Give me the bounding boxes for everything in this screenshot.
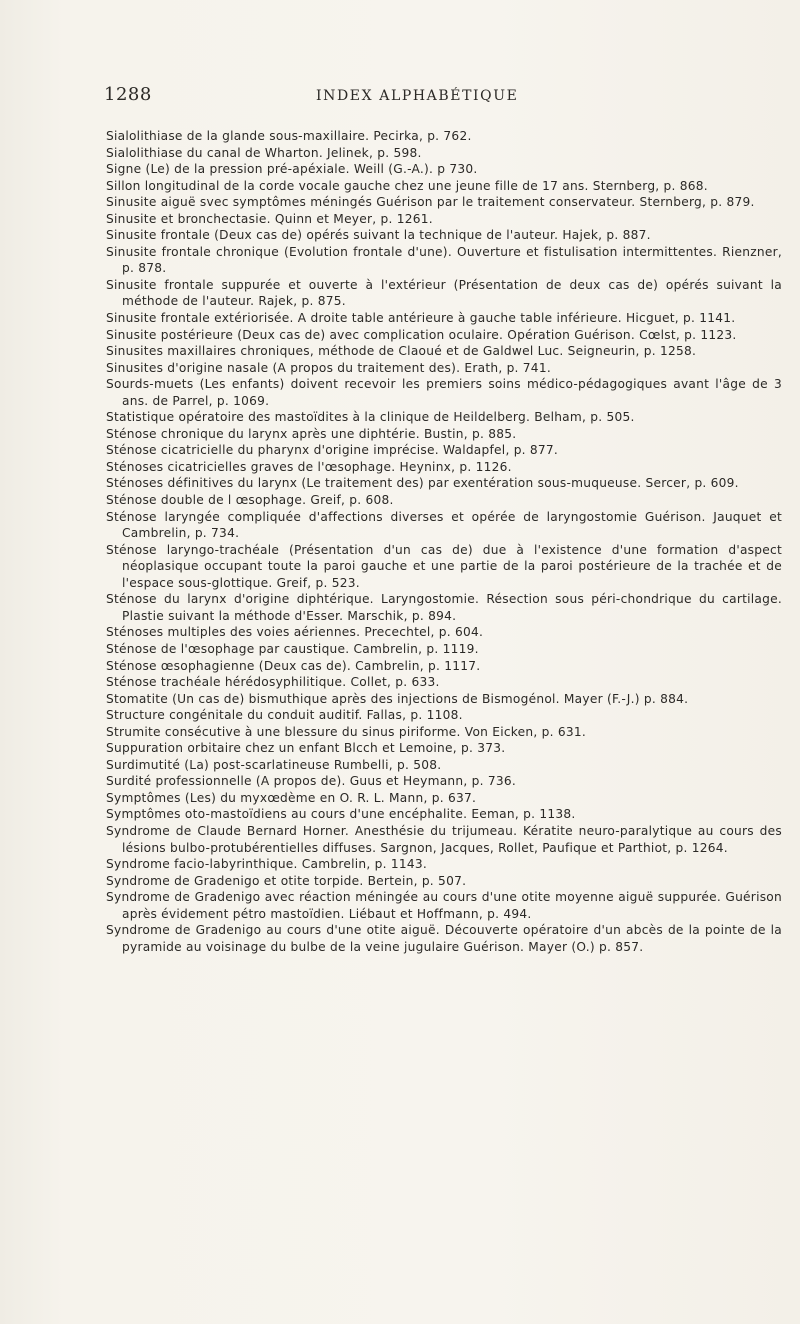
index-entry: Sinusite et bronchectasie. Quinn et Meyer, p. 1261. — [106, 211, 433, 226]
index-entry: Symptômes oto-mastoïdiens au cours d'une encéphalite. Eeman, p. 1138. — [106, 807, 576, 822]
index-entry: Syndrome de Gradenigo au cours d'une otite aiguë. Découverte opératoire d'un abcès de la pointe de la pyramide au voisinage du bulbe de la veine jugulaire Guérison. Mayer (O.) p. 857. — [106, 923, 782, 954]
index-entry: Sténose chronique du larynx après une diphtérie. Bustin, p. 885. — [106, 426, 517, 441]
index-entry: Sténose double de l œsophage. Greif, p. 608. — [106, 493, 394, 508]
index-entry: Sinusite aiguë svec symptômes méningés Guérison par le traitement conservateur. Sternberg, p. 879. — [106, 195, 755, 210]
index-entry: Sténoses cicatricielles graves de l'œsophage. Heyninx, p. 1126. — [106, 459, 512, 474]
index-entry: Syndrome de Gradenigo avec réaction méningée au cours d'une otite moyenne aiguë suppurée. Guérison après évidement pétro mastoïdien. Liébaut et Hoffmann, p. 494. — [106, 890, 782, 921]
index-entry: Sinusite frontale extériorisée. A droite table antérieure à gauche table inférieure. Hicguet, p. 1141. — [106, 311, 736, 326]
index-entry: Sinusite frontale (Deux cas de) opérés suivant la technique de l'auteur. Hajek, p. 887. — [106, 228, 651, 243]
index-entry: Sténoses définitives du larynx (Le traitement des) par exentération sous-muqueuse. Sercer, p. 609. — [106, 476, 739, 491]
index-entry: Sinusite frontale chronique (Evolution frontale d'une). Ouverture et fistulisation intermittentes. Rienzner, p. 878. — [106, 244, 782, 276]
index-entry: Sténose de l'œsophage par caustique. Cambrelin, p. 1119. — [106, 641, 479, 656]
index-entry: Sténose trachéale hérédosyphilitique. Collet, p. 633. — [106, 675, 440, 690]
index-entry: Stomatite (Un cas de) bismuthique après des injections de Bismogénol. Mayer (F.-J.) p. 884. — [106, 691, 689, 706]
index-entry: Structure congénitale du conduit auditif. Fallas, p. 1108. — [106, 708, 463, 723]
index-entry: Syndrome de Claude Bernard Horner. Anesthésie du trijumeau. Kératite neuro-paralytique au cours des lésions bulbo-protubérentielles diffuses. Sargnon, Jacques, Rollet, Paufique et Parthiot, p. 1264. — [106, 823, 782, 855]
index-entry: Sialolithiase du canal de Wharton. Jelinek, p. 598. — [106, 145, 422, 160]
index-entry: Symptômes (Les) du myxœdème en O. R. L. Mann, p. 637. — [106, 790, 477, 805]
index-entry: Statistique opératoire des mastoïdites à la clinique de Heildelberg. Belham, p. 505. — [106, 410, 635, 425]
index-entry: Sinusite frontale suppurée et ouverte à l'extérieur (Présentation de deux cas de) opérés suivant la méthode de l'auteur. Rajek, p. 875. — [106, 277, 782, 309]
index-entry: Sillon longitudinal de la corde vocale gauche chez une jeune fille de 17 ans. Sternberg, p. 868. — [106, 178, 708, 193]
running-title: INDEX ALPHABÉTIQUE — [316, 88, 519, 104]
index-entry: Sténose œsophagienne (Deux cas de). Cambrelin, p. 1117. — [106, 658, 481, 673]
index-entry: Suppuration orbitaire chez un enfant Blcch et Lemoine, p. 373. — [106, 741, 506, 756]
index-entry: Surdimutité (La) post-scarlatineuse Rumbelli, p. 508. — [106, 757, 442, 772]
index-entry: Syndrome facio-labyrinthique. Cambrelin, p. 1143. — [106, 857, 427, 872]
index-entry: Sinusites d'origine nasale (A propos du traitement des). Erath, p. 741. — [106, 360, 551, 375]
index-entry: Sténose du larynx d'origine diphtérique. Laryngostomie. Résection sous péri-chondrique du cartilage. Plastie suivant la méthode d'Esser. Marschik, p. 894. — [106, 592, 782, 623]
index-entry: Syndrome de Gradenigo et otite torpide. Bertein, p. 507. — [106, 873, 467, 888]
index-entry: Sinusite postérieure (Deux cas de) avec complication oculaire. Opération Guérison. Cœlst, p. 1123. — [106, 327, 737, 342]
index-entry: Sialolithiase de la glande sous-maxillaire. Pecirka, p. 762. — [106, 129, 472, 143]
index-entry: Sinusites maxillaires chroniques, méthode de Claoué et de Galdwel Luc. Seigneurin, p. 1258. — [106, 344, 697, 359]
index-entry: Sténose cicatricielle du pharynx d'origine imprécise. Waldapfel, p. 877. — [106, 443, 559, 458]
index-entry: Sténose laryngo-trachéale (Présentation d'un cas de) due à l'existence d'une formation d'aspect néoplasique occupant toute la paroi gauche et une partie de la paroi postérieure de la trachée et de l'espace sous-glottique. Greif, p. 523. — [106, 542, 782, 590]
index-entries — [106, 128, 782, 955]
index-entry: Strumite consécutive à une blessure du sinus piriforme. Von Eicken, p. 631. — [106, 724, 587, 739]
index-entry: Sténose laryngée compliquée d'affections diverses et opérée de laryngostomie Guérison. Jauquet et Cambrelin, p. 734. — [106, 509, 782, 541]
index-entry: Signe (Le) de la pression pré-apéxiale. Weill (G.-A.). p 730. — [106, 162, 478, 177]
index-entry: Sténoses multiples des voies aériennes. Precechtel, p. 604. — [106, 625, 484, 640]
page-number: 1288 — [104, 84, 152, 105]
index-entry: Sourds-muets (Les enfants) doivent recevoir les premiers soins médico-pédagogiques avant l'âge de 3 ans. de Parrel, p. 1069. — [106, 377, 782, 408]
page-header — [104, 84, 704, 112]
index-entry: Surdité professionnelle (A propos de). Guus et Heymann, p. 736. — [106, 774, 516, 789]
